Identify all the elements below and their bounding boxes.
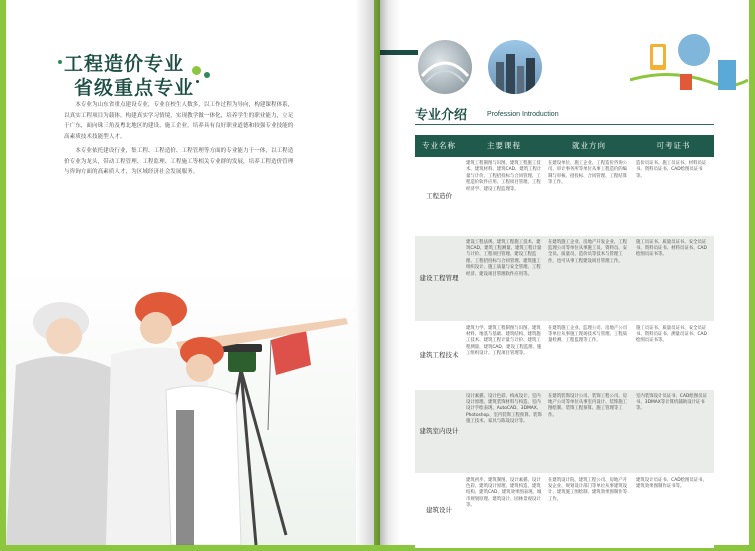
title-line-1: 工程造价专业 (64, 53, 185, 75)
left-page-title (64, 52, 194, 100)
skyline-thumbnail (488, 40, 542, 94)
title-line-2: 省级重点专业 (74, 77, 195, 99)
major-certificates: 造价员证书、施工员证书、材料员证书、资料员证书、CAD绘图员证书等。 (633, 157, 714, 235)
major-courses: 建设工程法规、建筑工程施工技术、建筑CAD、建筑工程测量、建筑工程计量与计价、工程项目管理、建设工程监理、工程招投标与合同管理、建筑施工组织设计、施工质量与安全管理、工程经济、建设项目管理软件应用等。 (463, 235, 545, 321)
city-illustration (630, 30, 748, 100)
major-career: 在建设单位、施工企业、工程造价咨询公司、审计事务所等单位从事工程造价的编制与审核、招投标、合同管理、工程结算等工作。 (545, 157, 633, 235)
intro-paragraph-2: 本专业依托建设行业，集工程、工程造价、工程管理等方面的专业能力于一体，以工程造价专业为龙头，带动工程管理、工程监理、工程施工等相关专业群的发展，培养工程造价管理与咨询方面的高素质人才，为区域经济社会发展服务。 (64, 148, 294, 175)
left-page-body (64, 100, 294, 182)
major-career: 在建筑设计院、建筑工程公司、房地产开发企业、规划设计部门等单位从事建筑设计、建筑施工图绘制、建筑效果图制作等工作。 (545, 473, 633, 547)
major-certificates: 施工员证书、质量员证书、安全员证书、资料员证书、材料员证书、CAD绘图员证书等。 (633, 235, 714, 321)
major-name: 建设工程管理 (415, 235, 463, 321)
table-header-row (415, 135, 714, 157)
header-courses: 主要课程 (463, 135, 545, 157)
title-rule (415, 124, 714, 125)
section-subtitle: Profession Introduction (487, 111, 559, 118)
stadium-thumbnail (418, 40, 472, 94)
major-certificates: 室内装饰设计员证书、CAD绘图员证书、3DMAX等计算机辅助设计证书等。 (633, 389, 714, 473)
major-career: 在建筑施工企业、监理公司、房地产公司等单位从事施工现场技术与管理、工程质量检测、工程监理等工作。 (545, 321, 633, 389)
header-images (380, 40, 749, 72)
table-row (415, 321, 714, 389)
header-major-name: 专业名称 (415, 135, 463, 157)
majors-table (415, 135, 714, 548)
major-courses: 建筑力学、建筑工程制图与识图、建筑材料、地基与基础、建筑结构、建筑施工技术、建筑工程计量与计价、建筑工程测量、建筑CAD、建设工程监理、施工组织设计、工程项目管理等。 (463, 321, 545, 389)
table-row (415, 389, 714, 473)
major-career: 在建筑装饰设计公司、装饰工程公司、房地产公司等单位从事室内设计、装饰施工图绘制、装饰工程预算、施工管理等工作。 (545, 389, 633, 473)
major-courses: 建筑初步、建筑制图、设计素描、设计色彩、建筑设计原理、建筑构造、建筑结构、建筑CAD、建筑效果图表现、城市规划原理、建筑设计、园林景观设计等。 (463, 473, 545, 547)
major-career: 在建筑施工企业、房地产开发企业、工程监理公司等单位从事施工员、资料员、安全员、质量员、造价员等技术与管理工作，也可从事工程建设项目管理工作。 (545, 235, 633, 321)
major-name: 工程造价 (415, 157, 463, 235)
header-career: 就业方向 (545, 135, 633, 157)
header-bar (380, 50, 418, 55)
major-name: 建筑室内设计 (415, 389, 463, 473)
table-row (415, 235, 714, 321)
major-courses: 设计素描、设计色彩、构成设计、室内设计原理、建筑装饰材料与构造、室内设计手绘表现、AutoCAD、3DMAX、Photoshop、室内装饰工程预算、装饰施工技术、家具与陈设设计等。 (463, 389, 545, 473)
major-name: 建筑工程技术 (415, 321, 463, 389)
table-row (415, 473, 714, 547)
section-title: 专业介绍 (415, 108, 468, 123)
header-certificates: 可考证书 (633, 135, 714, 157)
major-certificates: 施工员证书、质量员证书、安全员证书、资料员证书、测量员证书、CAD绘图员证书等。 (633, 321, 714, 389)
surveying-students-photo (6, 270, 356, 545)
major-courses: 建筑工程制图与识图、建筑工程施工技术、建筑材料、建筑CAD、建筑工程计量与计价、工程招投标与合同管理、工程造价软件应用、工程项目管理、工程经济学、建设工程监理等。 (463, 157, 545, 235)
table-row (415, 157, 714, 235)
major-certificates: 建筑设计员证书、CAD绘图员证书、建筑效果图制作证书等。 (633, 473, 714, 547)
major-name: 建筑设计 (415, 473, 463, 547)
intro-paragraph-1: 本专业为山东省重点建设专业，专业在校生人数多，以工作过程为导向，构建课程体系，以真实工程项目为载体，构建真实学习情境，实现教学做一体化，培养学生的职业能力，立足于广东，面向珠三角及粤北地区的建设、施工企业，培养具有良好职业道德和较强专业技能的高素质技术技能型人才。 (64, 102, 294, 140)
